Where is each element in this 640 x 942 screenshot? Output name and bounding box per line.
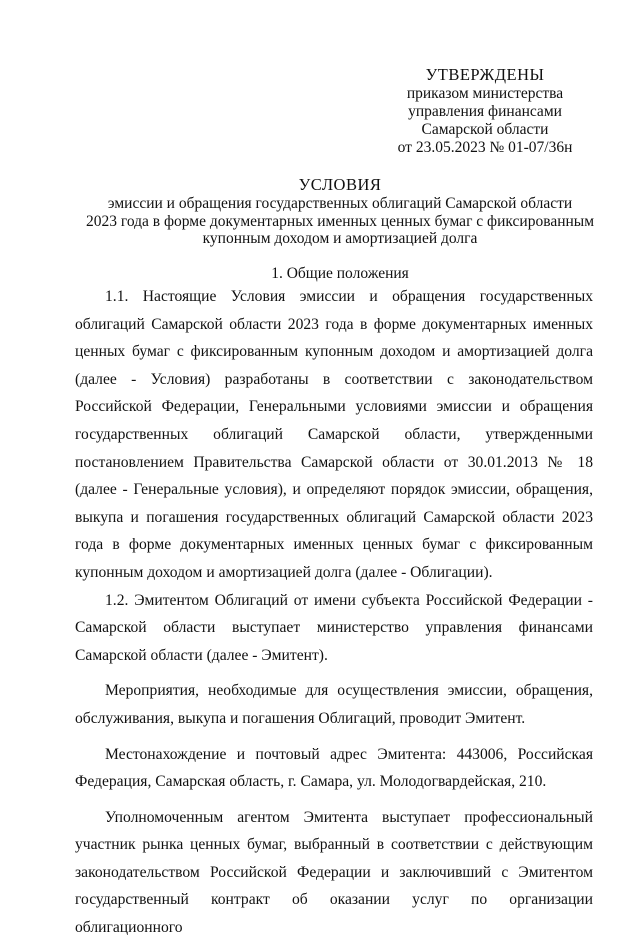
document-title: УСЛОВИЯ xyxy=(298,175,382,194)
paragraph-1-1: 1.1. Настоящие Условия эмиссии и обращения государственных облигаций Самарской области 2023 года в форме документарных именных ценных бумаг с фиксированным купонным доходом и амортизацией долга (далее - Условия) разработаны в соответствии с законодательством Российской Федерации, Генеральными условиями эмиссии и обращения государственных облигаций Самарской области, утвержденными постановлением Правительства Самарской области от 30.01.2013 № 18 (далее - Генеральные условия), и определяют порядок эмиссии, обращения, выкупа и погашения государственных облигаций Самарской области 2023 года в форме документарных именных ценных бумаг с фиксированным купонным доходом и амортизацией долга (далее - Облигации). xyxy=(75,288,593,581)
approval-block xyxy=(360,66,610,157)
approval-heading: УТВЕРЖДЕНЫ xyxy=(425,65,545,84)
approval-line-4: от 23.05.2023 № 01-07/36н xyxy=(397,139,573,156)
paragraph-measures: Мероприятия, необходимые для осуществления эмиссии, обращения, обслуживания, выкупа и погашения Облигаций, проводит Эмитент. xyxy=(75,682,593,727)
document-body xyxy=(75,283,593,942)
approval-line-2: управления финансами xyxy=(408,103,562,120)
subtitle-line-1: эмиссии и обращения государственных облигаций Самарской области xyxy=(107,195,573,212)
approval-line-1: приказом министерства xyxy=(406,85,564,102)
approval-line-3: Самарской области xyxy=(421,121,549,138)
subtitle-line-3: купонным доходом и амортизацией долга xyxy=(202,230,478,247)
paragraph-agent: Уполномоченным агентом Эмитента выступает профессиональный участник рынка ценных бумаг, выбранный в соответствии с действующим законодательством Российской Федерации и заключивший с Эмитентом государственный контракт об оказании услуг по организации облигационного xyxy=(75,808,593,937)
subtitle-line-2: 2023 года в форме документарных именных ценных бумаг с фиксированным xyxy=(85,212,595,230)
section-heading: 1. Общие положения xyxy=(271,265,409,282)
paragraph-1-2: 1.2. Эмитентом Облигаций от имени субъекта Российской Федерации - Самарской области выступает министерство управления финансами Самарской области (далее - Эмитент). xyxy=(75,591,593,664)
paragraph-address: Местонахождение и почтовый адрес Эмитента: 443006, Российская Федерация, Самарская область, г. Самара, ул. Молодогвардейская, 210. xyxy=(75,745,593,791)
document-subtitle xyxy=(60,195,620,248)
